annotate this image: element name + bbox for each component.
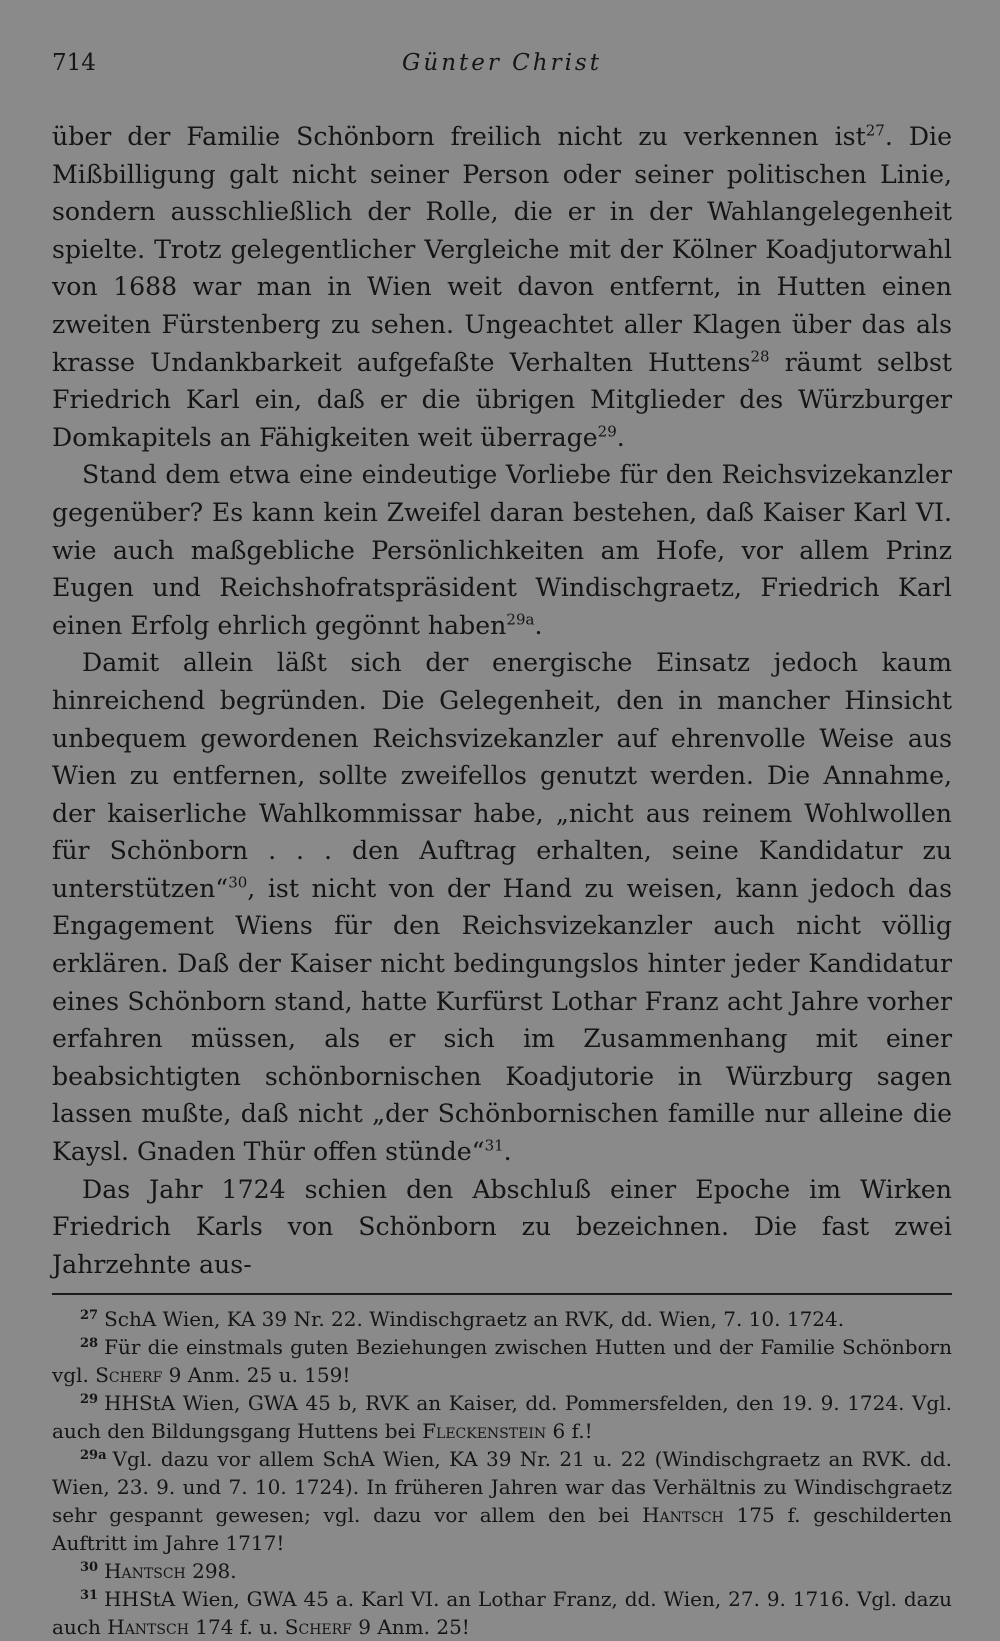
footnote (52, 1333, 952, 1389)
running-head: Günter Christ (402, 50, 602, 76)
footnote-text: 9 Anm. 25! (351, 1615, 470, 1640)
footnote-ref: 30 (228, 873, 248, 892)
footnote (52, 1305, 952, 1333)
footnote (52, 1389, 952, 1445)
footnote (52, 1557, 952, 1585)
footnote-text: HHStA Wien, GWA 45 a. Karl VI. an Lothar Franz, dd. Wien, 27. 9. 1716. Vgl. dazu auch (52, 1587, 952, 1640)
paragraph-4 (52, 1171, 952, 1284)
text-run: über der Familie Schönborn freilich nicht zu verkennen ist (52, 122, 866, 151)
footnote (52, 1585, 952, 1641)
footnotes (52, 1305, 952, 1641)
footnote (52, 1445, 952, 1557)
footnote-text: SchA Wien, KA 39 Nr. 22. Windischgraetz an RVK, dd. Wien, 7. 10. 1724. (104, 1307, 845, 1332)
page-number: 714 (52, 50, 96, 76)
footnote-ref: 31 (484, 1136, 504, 1155)
text-run: Das Jahr 1724 schien den Abschluß einer Epoche im Wirken Friedrich Karls von Schönborn zu bezeichnen. Die fast zwei Jahrzehnte aus- (52, 1174, 952, 1279)
footnote-text: Vgl. dazu vor allem SchA Wien, KA 39 Nr. 21 u. 22 (Windischgraetz an RVK. dd. Wien, 23. 9. und 7. 10. 1724). In früheren Jahren war das Verhältnis zu Windischgraetz sehr gespannt gewesen; vgl. dazu vor allem den bei (52, 1447, 952, 1528)
paragraph-3 (52, 644, 952, 1170)
author-name: Scherf (95, 1363, 163, 1388)
footnote-text: 175 f. geschilderten Auftritt im Jahre 1717! (52, 1503, 952, 1556)
footnote-text: HHStA Wien, GWA 45 b, RVK an Kaiser, dd. Pommersfelden, den 19. 9. 1724. Vgl. auch den Bildungsgang Huttens bei (52, 1391, 952, 1444)
footnote-ref: 29a (506, 610, 535, 629)
footnote-mark: 27 (80, 1307, 99, 1323)
text-run: . (503, 1137, 512, 1167)
footnote-text: 6 f.! (546, 1419, 593, 1444)
text-run: Stand dem etwa eine eindeutige Vorliebe für den Reichsvizekanzler gegenüber? Es kann kein Zweifel daran bestehen, daß Kaiser Karl VI. wie auch maßgebliche Persönlichkeiten am Hofe, vor allem Prinz Eugen und Reichshofratspräsident Windischgraetz, Friedrich Karl einen Erfolg ehrlich gegönnt haben (52, 460, 952, 640)
author-name: Hantsch (104, 1559, 186, 1584)
footnote-rule (52, 1293, 952, 1295)
footnote-ref: 29 (597, 422, 617, 441)
text-run: . (534, 610, 543, 640)
footnote-ref: 28 (750, 347, 770, 366)
paragraph-2 (52, 456, 952, 644)
footnote-mark: 30 (80, 1559, 99, 1575)
footnote-text: Für die einstmals guten Beziehungen zwischen Hutten und der Familie Schönborn vgl. (52, 1335, 952, 1388)
footnote-text: 9 Anm. 25 u. 159! (162, 1363, 351, 1388)
footnote-mark: 29 (80, 1391, 99, 1407)
paragraph-1 (52, 118, 952, 456)
text-run: , ist nicht von der Hand zu weisen, kann jedoch das Engagement Wiens für den Reichsvizekanzler auch nicht völlig erklären. Daß der Kaiser nicht bedingungslos hinter jeder Kandidatur eines Schönborn stand, hatte Kurfürst Lothar Franz acht Jahre vorher erfahren müssen, als er sich im Zusammenhang mit einer beabsichtigten schönbornischen Koadjutorie in Würzburg sagen lassen mußte, daß nicht „der Schönbornischen famille nur alleine die Kaysl. Gnaden Thür offen stünde“ (52, 873, 952, 1167)
body-text (52, 118, 952, 1283)
author-name: Scherf (284, 1615, 352, 1640)
author-name: Fleckenstein (422, 1419, 547, 1444)
text-run: Damit allein läßt sich der energische Einsatz jedoch kaum hinreichend begründen. Die Gelegenheit, den in mancher Hinsicht unbequem gewordenen Reichsvizekanzler auf ehrenvolle Weise aus Wien zu entfernen, sollte zweifellos genutzt werden. Die Annahme, der kaiserliche Wahlkommissar habe, „nicht aus reinem Wohlwollen für Schönborn . . . den Auftrag erhalten, seine Kandidatur zu unterstützen“ (52, 648, 952, 903)
author-name: Hantsch (107, 1615, 189, 1640)
footnote-ref: 27 (865, 121, 885, 140)
footnote-text: 174 f. u. (188, 1615, 285, 1640)
footnote-mark: 28 (80, 1335, 99, 1351)
text-run: räumt selbst Friedrich Karl ein, daß er die übrigen Mitglieder des Würzburger Domkapitels an Fähigkeiten weit überrage (52, 347, 952, 452)
footnote-mark: 31 (80, 1587, 99, 1603)
footnote-text: 298. (185, 1559, 237, 1584)
text-run: . (616, 422, 625, 452)
text-run: . Die Mißbilligung galt nicht seiner Person oder seiner politischen Linie, sondern ausschließlich der Rolle, die er in der Wahlangelegenheit spielte. Trotz gelegentlicher Vergleiche mit der Kölner Koadjutorwahl von 1688 war man in Wien weit davon entfernt, in Hutten einen zweiten Fürstenberg zu sehen. Ungeachtet aller Klagen über das als krasse Undankbarkeit aufgefaßte Verhalten Huttens (52, 122, 953, 377)
footnote-mark: 29a (80, 1447, 107, 1463)
author-name: Hantsch (642, 1503, 724, 1528)
page-header (52, 44, 952, 84)
